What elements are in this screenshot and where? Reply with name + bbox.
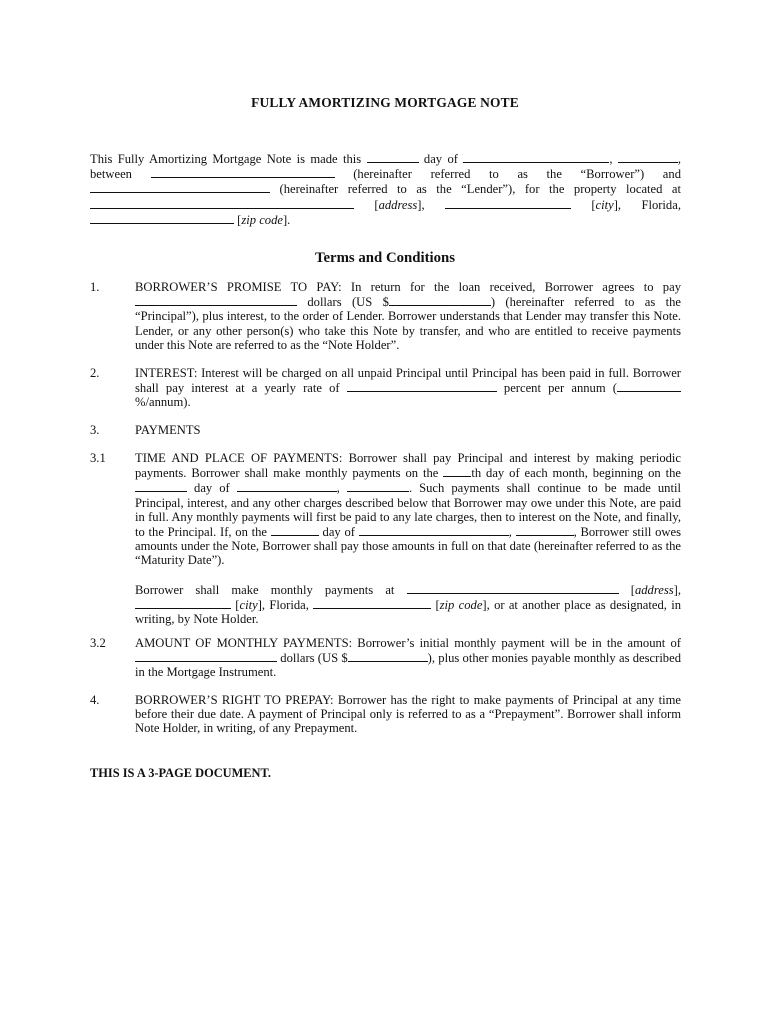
day-blank xyxy=(367,151,419,163)
borrower-name-blank xyxy=(151,166,335,178)
monthly-payment-amount-blank xyxy=(348,650,428,662)
start-day-blank xyxy=(135,480,187,492)
clause-2 xyxy=(90,366,681,410)
clause-number: 3.2 xyxy=(90,636,106,650)
clause-body: AMOUNT OF MONTHLY PAYMENTS: Borrower’s initial monthly payment will be in the amount of dollars (US $ ), plus other monies payable monthly as described in the Mortgage Instrument. xyxy=(135,636,681,680)
document-title: FULLY AMORTIZING MORTGAGE NOTE xyxy=(251,95,519,110)
year-blank xyxy=(618,151,678,163)
intro-paragraph xyxy=(90,151,681,227)
clause-number: 1. xyxy=(90,280,100,294)
clause-body: BORROWER’S RIGHT TO PREPAY: Borrower has the right to make payments of Principal at any time before their due date. A payment of Principal only is referred to as a “Prepayment”. Borrower shall inform Note Holder, in writing, of any Prepayment. xyxy=(135,693,681,736)
interest-rate-blank xyxy=(617,380,681,392)
clause-3-2 xyxy=(90,636,681,680)
clause-3 xyxy=(90,423,681,437)
principal-amount-blank xyxy=(389,294,491,306)
start-year-blank xyxy=(347,480,409,492)
intro-line-5: [zip code]. xyxy=(90,212,681,227)
intro-line-2: between (hereinafter referred to as the “Borrower”) and xyxy=(90,167,681,182)
city-blank xyxy=(445,197,571,209)
payment-address-blank xyxy=(407,582,619,594)
interest-rate-words-blank xyxy=(347,380,497,392)
clause-1 xyxy=(90,280,681,352)
clause-body: PAYMENTS xyxy=(135,423,201,437)
payment-city-blank xyxy=(135,597,231,609)
principal-words-blank xyxy=(135,294,297,306)
section-title: Terms and Conditions xyxy=(314,250,456,266)
clause-number: 3. xyxy=(90,423,100,437)
lender-name-blank xyxy=(90,181,270,193)
payment-zip-blank xyxy=(313,597,431,609)
monthly-payment-words-blank xyxy=(135,650,277,662)
page-count-note: THIS IS A 3-PAGE DOCUMENT. xyxy=(90,766,271,780)
intro-line-4: [address], [city], Florida, xyxy=(90,197,681,212)
zip-blank xyxy=(90,212,234,224)
maturity-day-blank xyxy=(271,524,319,536)
maturity-year-blank xyxy=(516,524,574,536)
clause-body: TIME AND PLACE OF PAYMENTS: Borrower shall pay Principal and interest by making periodic payments. Borrower shall make monthly payments on the th day of each month, beginning on the day of , . Such payments shall continue to be made until Principal, interest, and any other charges described below that Borrower may owe under this Note, are paid in full. Any monthly payments will first be paid to any late charges, then to interest on the Note, and finally, to the Principal. If, on the day of , , Borrower still owes amounts under the Note, Borrower shall pay those amounts in full on that date (hereinafter referred to as the “Maturity Date”). Borrower shall make monthly payments at [address], [city], Florida, [zip code], or at another place as designated, in writing, by Note Holder. xyxy=(135,451,682,627)
clause-number: 4. xyxy=(90,693,100,707)
clause-number: 3.1 xyxy=(90,451,106,465)
clause-body: INTEREST: Interest will be charged on all unpaid Principal until Principal has been paid in full. Borrower shall pay interest at a yearly rate of percent per annum (%/annum). xyxy=(135,366,681,410)
intro-line-3: (hereinafter referred to as the “Lender”), for the property located at xyxy=(90,181,681,196)
start-month-blank xyxy=(237,480,337,492)
clause-body: BORROWER’S PROMISE TO PAY: In return for the loan received, Borrower agrees to pay dollars (US $ ) (hereinafter referred to as the “Principal”), plus interest, to the order of Lender. Borrower understands that Lender may transfer this Note. Lender, or any other person(s) who take this Note by transfer, and who are entitled to receive payments under this Note are referred to as the “Note Holder”. xyxy=(135,280,681,352)
intro-line-1: This Fully Amortizing Mortgage Note is made this day of , , xyxy=(90,152,681,166)
maturity-month-blank xyxy=(359,524,509,536)
payment-day-blank xyxy=(443,465,471,477)
address-blank xyxy=(90,197,354,209)
clause-number: 2. xyxy=(90,366,100,380)
month-blank xyxy=(463,151,609,163)
clause-4 xyxy=(90,693,681,736)
clause-3-1 xyxy=(90,451,681,626)
